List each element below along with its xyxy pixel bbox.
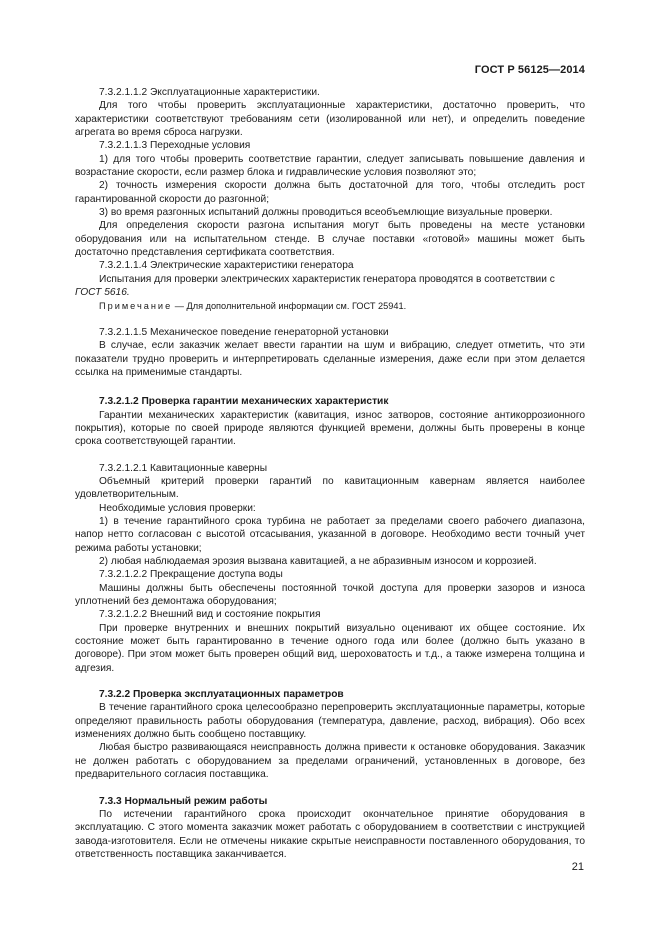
section-heading: 7.3.2.1.1.4 Электрические характеристики генератора bbox=[99, 260, 354, 272]
paragraph bbox=[75, 273, 585, 300]
section-heading-bold: 7.3.2.1.2 Проверка гарантии механических характеристик bbox=[99, 396, 389, 408]
section-heading: 7.3.2.1.1.5 Механическое поведение генераторной установки bbox=[99, 326, 389, 338]
paragraph: Гарантии механических характеристик (кавитация, износ затворов, состояние антикоррозионного покрытия), которые по своей природе являются функцией времени, должны быть проверены в конце срока соответствующей гарантии. bbox=[75, 409, 585, 448]
paragraph: При проверке внутренних и внешних покрытий визуально оценивают их общее состояние. Их состояние может быть гарантированно в течение одного года или более (должно быть указано в договоре). При этом может быть проверен общий вид, шероховатость и т.д., а также измерена толщина и адгезия. bbox=[75, 622, 585, 674]
note bbox=[75, 300, 585, 313]
paragraph: Для определения скорости разгона испытания могут быть проведены на месте установки оборудования или на испытательном стенде. В случае поставки «готовой» машины может быть достаточно представления сертификата соответствия. bbox=[75, 220, 585, 259]
section-heading-bold: 7.3.3 Нормальный режим работы bbox=[99, 795, 268, 807]
list-item: 2) точность измерения скорости должна быть достаточной для того, чтобы отследить рост гарантированной скорости до разгонной; bbox=[75, 180, 585, 205]
note-label: Примечание bbox=[99, 300, 173, 311]
standard-reference: ГОСТ 5616. bbox=[75, 287, 130, 299]
section-heading: 7.3.2.1.2.1 Кавитационные каверны bbox=[99, 462, 268, 474]
section-heading: 7.3.2.1.2.2 Прекращение доступа воды bbox=[99, 569, 283, 581]
paragraph: Для того чтобы проверить эксплуатационные характеристики, достаточно проверить, что характеристики соответствуют требованиям сети (изолированной или нет), и определить поведение агрегата во время сброса нагрузки. bbox=[75, 100, 585, 139]
list-item: 1) для того чтобы проверить соответствие гарантии, следует записывать повышение давления и возрастание скорости, если размер блока и гидравлические условия позволяют это; bbox=[75, 153, 585, 179]
section-heading: 7.3.2.1.1.3 Переходные условия bbox=[99, 140, 251, 152]
spacer bbox=[75, 782, 585, 795]
spacer bbox=[75, 379, 585, 395]
paragraph: Машины должны быть обеспечены постоянной точкой доступа для проверки зазоров и износа уплотнений без демонтажа оборудования; bbox=[75, 582, 585, 608]
document-header: ГОСТ Р 56125—2014 bbox=[474, 64, 585, 76]
spacer bbox=[75, 675, 585, 688]
section-heading: 7.3.2.1.1.2 Эксплуатационные характеристики. bbox=[99, 87, 320, 98]
paragraph: По истечении гарантийного срока происходит окончательное принятие оборудования в эксплуатацию. С этого момента заказчик может работать с оборудованием в соответствии с инструкцией завода-изготовителя. Если не отмечены никакие скрытые неисправности поставленного оборудования, то ответственность поставщика заканчивается. bbox=[75, 808, 585, 860]
section-heading: 7.3.2.1.2.2 Внешний вид и состояние покрытия bbox=[99, 609, 321, 621]
list-item: 2) любая наблюдаемая эрозия вызвана кавитацией, а не абразивным износом и коррозией. bbox=[99, 556, 537, 567]
paragraph: В случае, если заказчик желает ввести гарантии на шум и вибрацию, следует отметить, что эти показатели трудно проверить и интерпретировать сделанные измерения, даже если при этом делается ссылка на применимые стандарты. bbox=[75, 340, 585, 378]
note-text: — Для дополнительной информации см. ГОСТ 25941. bbox=[172, 300, 407, 311]
paragraph: Необходимые условия проверки: bbox=[99, 502, 256, 514]
list-item: 3) во время разгонных испытаний должны проводиться всеобъемлющие визуальные проверки. bbox=[99, 207, 553, 219]
list-item: 1) в течение гарантийного срока турбина не работает за пределами своего рабочего диапазона, напор нетто согласован с высотой отсасывания, указанной в договоре. Необходимо вести точный учет режима работы установки; bbox=[75, 515, 585, 554]
paragraph: В течение гарантийного срока целесообразно перепроверить эксплуатационные параметры, которые определяют правильность работы оборудования (температура, давление, расход, вибрация). Обо всех изменениях должно быть сообщено поставщику. bbox=[75, 702, 585, 741]
page-number: 21 bbox=[571, 861, 584, 873]
section-heading-bold: 7.3.2.2 Проверка эксплуатационных параметров bbox=[99, 689, 344, 701]
document-body bbox=[75, 86, 585, 861]
paragraph: Объемный критерий проверки гарантий по кавитационным кавернам является наиболее удовлетворительным. bbox=[75, 475, 585, 501]
spacer bbox=[75, 449, 585, 462]
paragraph-text: Испытания для проверки электрических характеристик генератора проводятся в соответствии с bbox=[99, 273, 555, 285]
spacer bbox=[75, 313, 585, 326]
paragraph: Любая быстро развивающаяся неисправность должна привести к остановке оборудования. Заказчик не должен работать с оборудованием за пределами ограничений, установленных в договоре, без предварительного согласия поставщика. bbox=[75, 742, 585, 781]
